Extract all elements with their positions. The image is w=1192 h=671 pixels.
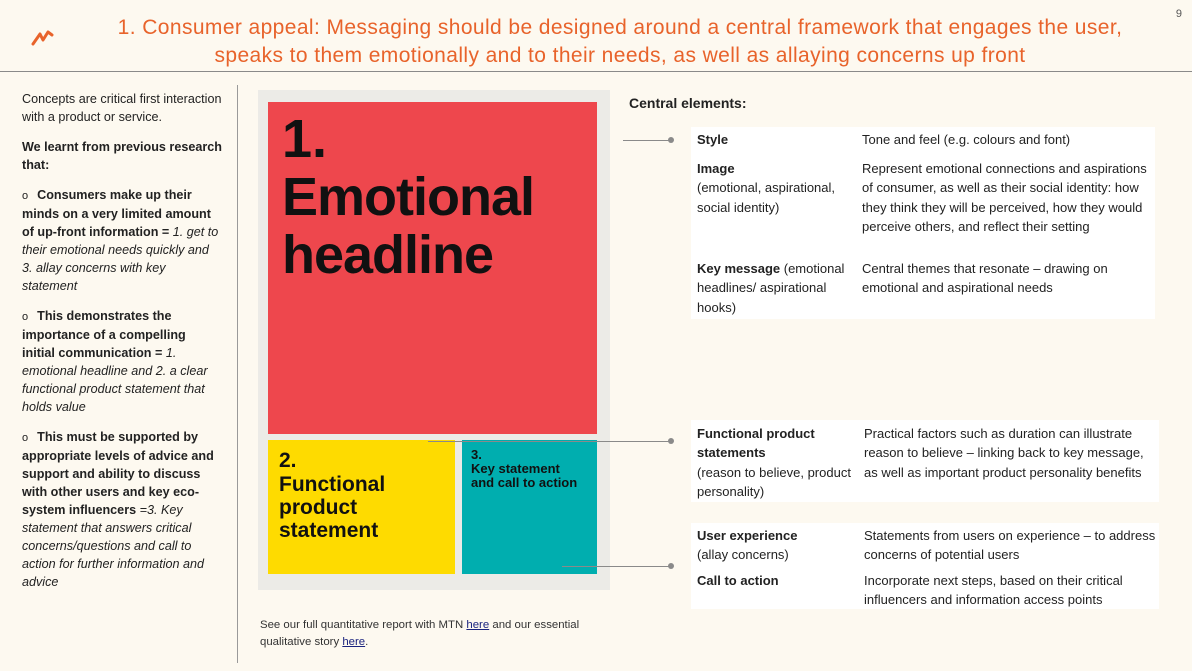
user-experience-label-bold: User experience [697,528,798,543]
report-footnote [260,617,580,651]
intro-text: Concepts are critical first interaction with a product or service. [22,92,222,124]
research-summary [22,90,222,603]
style-label: Style [697,132,729,147]
image-label-bold: Image [697,161,735,176]
slide-header [0,0,1192,72]
connector-dot [668,438,674,444]
functional-statement-block [268,440,455,574]
finding-bold: This demonstrates the importance of a compelling initial communication = [22,309,186,360]
quantitative-report-link[interactable]: here [466,619,490,631]
key-message-label-sub: (emotional headlines/ aspirational hooks) [697,261,845,315]
user-experience-row [697,526,1157,568]
functional-label-bold: Functional product statements [697,426,815,461]
key-statement-line: Key statement [471,461,560,476]
learnt-heading: We learnt from previous research that: [22,140,222,172]
slide-title-line-1: 1. Consumer appeal: Messaging should be designed around a central framework that engages the user, [117,16,1123,39]
call-to-action-description: Incorporate next steps, based on their critical influencers and information access points [864,573,1123,608]
connector-dot [668,137,674,143]
emotional-headline-line: Emotional [282,167,535,227]
image-label [697,159,857,217]
functional-statement-text [279,473,449,542]
finding-bold: This must be supported by appropriate levels of advice and support and ability to discuss with other users and key eco-system influencers [22,430,214,517]
footnote-text: See our full quantitative report with MTN [260,619,467,631]
key-statement-text [471,462,595,490]
user-experience-description: Statements from users on experience – to address concerns of potential users [864,528,1156,563]
key-statement-number: 3. [471,447,482,462]
wave-logo-icon [30,26,56,48]
image-description: Represent emotional connections and aspirations of consumer, as well as their social identity: how they think they will be perceived, how they would perceive others, and reflect their setting [862,161,1147,235]
key-statement-line: and call to action [471,475,578,490]
user-experience-label-sub: (allay concerns) [697,547,789,563]
functional-label [697,424,857,502]
finding-item [22,307,222,416]
call-to-action-label: Call to action [697,573,779,588]
connector-line [428,441,671,442]
key-message-label-bold: Key message [697,261,781,276]
finding-bold: Consumers make up their minds on a very limited amount of up-front information = [22,188,211,239]
key-statement-block [462,440,597,574]
image-label-sub: (emotional, aspirational, social identity) [697,180,836,215]
emotional-headline-number: 1. [282,109,328,169]
emotional-headline-text [282,168,534,284]
functional-statement-line: Functional [279,473,386,496]
slide-title [70,14,1170,70]
bullet-marker: o [22,432,29,444]
connector-line [623,140,671,141]
key-message-description: Central themes that resonate – drawing on emotional and aspirational needs [862,261,1108,296]
emotional-headline-line: headline [282,225,494,285]
connector-line [562,566,671,567]
slide-title-line-2: speaks to them emotionally and to their needs, as well as allaying concerns up front [214,44,1026,67]
finding-italic: 1. emotional headline and 2. a clear functional product statement that holds value [22,346,208,414]
call-to-action-row [697,571,1157,611]
functional-label-sub: (reason to believe, product personality) [697,464,851,500]
page-number: 9 [1175,8,1182,20]
functional-row [697,424,1157,502]
bullet-marker: o [22,190,29,202]
central-elements-title: Central elements: [629,95,747,111]
finding-item [22,428,222,591]
connector-dot [668,563,674,569]
qualitative-story-link[interactable]: here [342,636,366,648]
image-row [697,159,1152,257]
bullet-marker: o [22,311,29,323]
finding-italic: =3. Key statement that answers critical concerns/questions and call to action for further information and advice [22,503,205,589]
finding-italic: 1. get to their emotional needs quickly and 3. allay concerns with key statement [22,225,219,293]
functional-statement-line: product [279,496,358,519]
functional-statement-line: statement [279,519,379,542]
functional-description: Practical factors such as duration can illustrate reason to believe – linking back to key message, as well as important product personality benefits [864,426,1144,480]
style-row [697,130,1152,150]
key-message-label [697,259,857,317]
footnote-text: and our essential qualitative story [260,619,580,648]
footnote-text: . [365,636,369,648]
user-experience-label [697,526,857,565]
functional-statement-number: 2. [279,449,297,472]
key-message-row [697,259,1152,319]
column-divider [237,85,238,663]
finding-item [22,186,222,295]
emotional-headline-block [268,102,597,434]
style-description: Tone and feel (e.g. colours and font) [862,132,1071,147]
